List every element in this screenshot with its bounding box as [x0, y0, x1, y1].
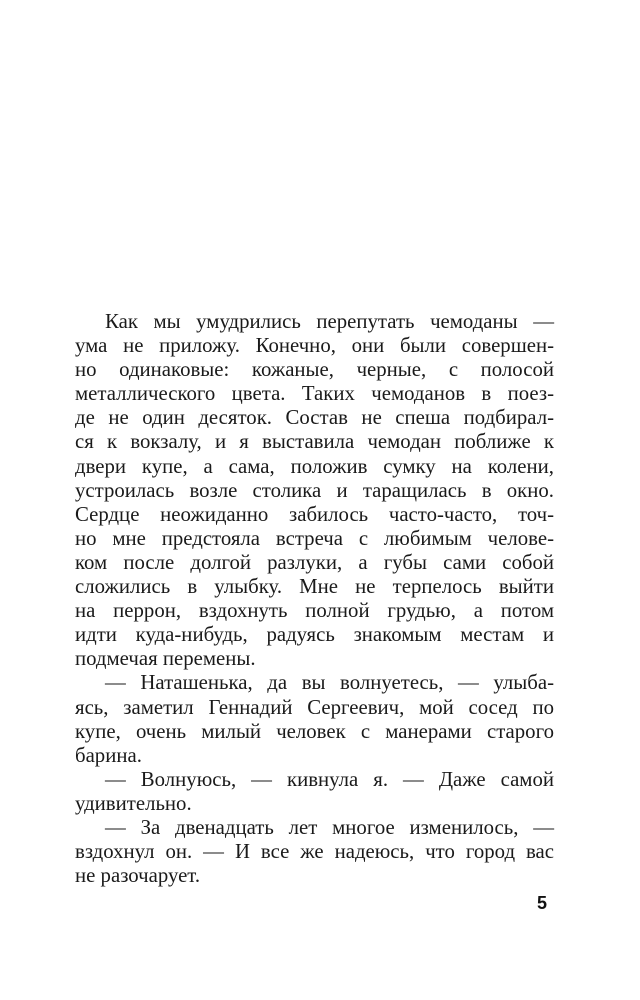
text-line: ума не приложу. Конечно, они были совершен- — [75, 334, 554, 358]
text-line: устроилась возле столика и таращилась в окно. — [75, 478, 554, 502]
text-line: на перрон, вздохнуть полной грудью, а потом — [75, 599, 554, 623]
text-line: — Волнуюсь, — кивнула я. — Даже самой — [105, 767, 554, 791]
text-line: сложились в улыбку. Мне не терпелось выйти — [75, 575, 554, 599]
text-line: подмечая перемены. — [75, 647, 256, 671]
text-line: купе, очень милый человек с манерами старого — [75, 719, 554, 743]
text-line: вздохнул он. — И все же надеюсь, что город вас — [75, 840, 554, 864]
text-line: ясь, заметил Геннадий Сергеевич, мой сосед по — [75, 695, 554, 719]
text-line: идти куда-нибудь, радуясь знакомым местам и — [75, 623, 554, 647]
text-line: — Наташенька, да вы волнуетесь, — улыба- — [105, 671, 554, 695]
text-line: но мне предстояла встреча с любимым челове- — [75, 526, 554, 550]
page-number: 5 — [537, 893, 548, 913]
text-line: не разочарует. — [75, 864, 201, 888]
text-line: де не один десяток. Состав не спеша подбирал- — [75, 406, 554, 430]
text-line: Сердце неожиданно забилось часто-часто, точ- — [75, 502, 554, 526]
body-text — [75, 310, 554, 888]
text-line: двери купе, а сама, положив сумку на колени, — [75, 454, 554, 478]
text-line: Как мы умудрились перепутать чемоданы — — [105, 310, 554, 333]
text-line: ком после долгой разлуки, а губы сами собой — [75, 550, 554, 574]
text-line: но одинаковые: кожаные, черные, с полосой — [75, 358, 554, 382]
text-line: металлического цвета. Таких чемоданов в поез- — [75, 382, 554, 406]
text-line: барина. — [75, 743, 142, 767]
text-line: удивительно. — [75, 791, 192, 815]
text-line: — За двенадцать лет многое изменилось, — — [105, 815, 554, 839]
text-line: ся к вокзалу, и я выставила чемодан поближе к — [75, 430, 554, 454]
